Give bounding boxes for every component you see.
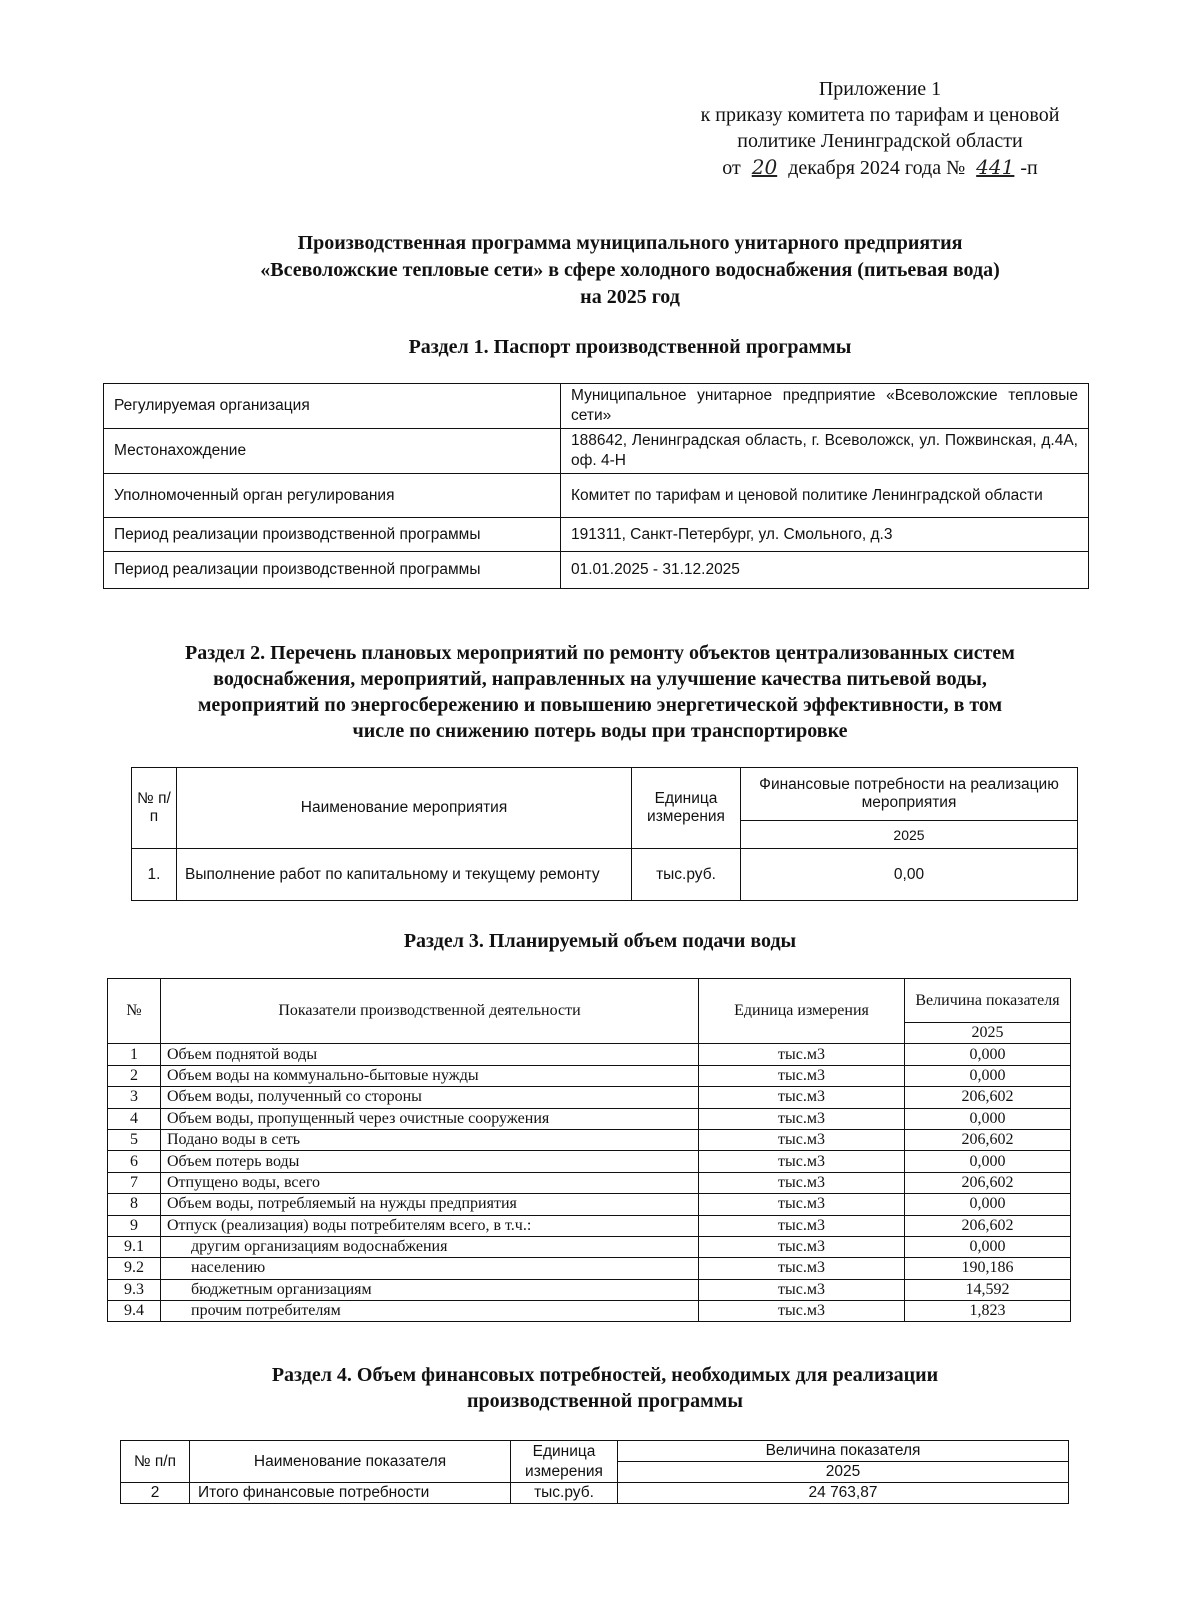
- heading-line: производственной программы: [466, 1390, 744, 1412]
- document-title: [140, 230, 1120, 311]
- appendix-line: к приказу комитета по тарифам и ценовой: [700, 104, 1060, 126]
- cell-name: Отпущено воды, всего: [161, 1172, 699, 1193]
- cell-num: 7: [108, 1172, 161, 1193]
- cell-value: 1,823: [905, 1301, 1071, 1322]
- cell-value: 190,186: [905, 1258, 1071, 1279]
- cell-name: Объем поднятой воды: [161, 1044, 699, 1065]
- table-row: [132, 849, 1078, 901]
- date-prefix: от: [722, 157, 741, 179]
- date-middle: декабря 2024 года №: [788, 157, 966, 179]
- table-row: [108, 1194, 1071, 1215]
- table-row: [108, 1044, 1071, 1065]
- col-year: 2025: [741, 821, 1078, 849]
- col-year: 2025: [618, 1462, 1069, 1483]
- cell-unit: тыс.м3: [699, 1108, 905, 1129]
- cell-unit: тыс.м3: [699, 1087, 905, 1108]
- row-label: Местонахождение: [104, 429, 561, 474]
- cell-name: Отпуск (реализация) воды потребителям всего, в т.ч.:: [161, 1215, 699, 1236]
- section2-heading: [90, 640, 1110, 744]
- heading-line: водоснабжения, мероприятий, направленных на улучшение качества питьевой воды,: [213, 668, 987, 690]
- cell-num: 9.4: [108, 1301, 161, 1322]
- table-row: [104, 474, 1089, 518]
- col-value: Величина показателя: [905, 979, 1071, 1023]
- row-value: 188642, Ленинградская область, г. Всеволожск, ул. Пожвинская, д.4А, оф. 4-Н: [561, 429, 1089, 474]
- cell-num: 4: [108, 1108, 161, 1129]
- table-row: [104, 429, 1089, 474]
- cell-value: 206,602: [905, 1087, 1071, 1108]
- col-name: Показатели производственной деятельности: [161, 979, 699, 1044]
- col-num: №: [108, 979, 161, 1044]
- col-year: 2025: [905, 1023, 1071, 1044]
- table-row: [108, 1129, 1071, 1150]
- cell-name: Выполнение работ по капитальному и текущему ремонту: [177, 849, 632, 901]
- cell-unit: тыс.м3: [699, 1279, 905, 1300]
- cell-name: Подано воды в сеть: [161, 1129, 699, 1150]
- cell-value: 0,000: [905, 1194, 1071, 1215]
- water-volume-table: [107, 978, 1071, 1322]
- table-row: [104, 518, 1089, 552]
- title-line: Производственная программа муниципального унитарного предприятия: [297, 232, 963, 254]
- cell-num: 9.3: [108, 1279, 161, 1300]
- cell-name: другим организациям водоснабжения: [161, 1236, 699, 1257]
- cell-value: 0,000: [905, 1151, 1071, 1172]
- cell-value: 206,602: [905, 1172, 1071, 1193]
- cell-value: 0,00: [741, 849, 1078, 901]
- cell-num: 3: [108, 1087, 161, 1108]
- section4-heading: [100, 1362, 1110, 1414]
- title-line: «Всеволожские тепловые сети» в сфере холодного водоснабжения (питьевая вода): [260, 259, 1000, 281]
- table-row: [108, 1215, 1071, 1236]
- cell-unit: тыс.м3: [699, 1065, 905, 1086]
- cell-unit: тыс.руб.: [511, 1483, 618, 1504]
- cell-unit: тыс.м3: [699, 1301, 905, 1322]
- col-unit: Единица измерения: [632, 768, 741, 849]
- table-header-row: [121, 1441, 1069, 1462]
- cell-num: 6: [108, 1151, 161, 1172]
- handwritten-number: 441: [976, 155, 1015, 179]
- col-name: Наименование мероприятия: [177, 768, 632, 849]
- cell-value: 0,000: [905, 1065, 1071, 1086]
- cell-num: 9.2: [108, 1258, 161, 1279]
- activities-table: [131, 767, 1078, 901]
- table-row: [108, 1087, 1071, 1108]
- cell-value: 206,602: [905, 1129, 1071, 1150]
- heading-line: числе по снижению потерь воды при транспортировке: [352, 720, 848, 742]
- cell-num: 1: [108, 1044, 161, 1065]
- row-value: Муниципальное унитарное предприятие «Всеволожские тепловые сети»: [561, 384, 1089, 429]
- cell-name: Объем воды, пропущенный через очистные сооружения: [161, 1108, 699, 1129]
- appendix-line: политике Ленинградской области: [737, 130, 1023, 152]
- cell-unit: тыс.м3: [699, 1044, 905, 1065]
- table-row: [104, 384, 1089, 429]
- table-row: [104, 552, 1089, 589]
- cell-value: 0,000: [905, 1108, 1071, 1129]
- table-row: [121, 1483, 1069, 1504]
- row-label: Уполномоченный орган регулирования: [104, 474, 561, 518]
- row-label: Период реализации производственной программы: [104, 552, 561, 589]
- cell-unit: тыс.м3: [699, 1258, 905, 1279]
- cell-num: 9: [108, 1215, 161, 1236]
- cell-unit: тыс.руб.: [632, 849, 741, 901]
- cell-name: Объем потерь воды: [161, 1151, 699, 1172]
- cell-unit: тыс.м3: [699, 1194, 905, 1215]
- section1-heading: Раздел 1. Паспорт производственной программы: [408, 336, 852, 358]
- passport-table: [103, 383, 1089, 589]
- appendix-header: [640, 76, 1120, 181]
- number-suffix: -п: [1020, 157, 1038, 179]
- row-value: 191311, Санкт-Петербург, ул. Смольного, д.3: [561, 518, 1089, 552]
- cell-unit: тыс.м3: [699, 1129, 905, 1150]
- section3-heading: Раздел 3. Планируемый объем подачи воды: [403, 930, 797, 952]
- col-unit: Единица измерения: [511, 1441, 618, 1483]
- row-value: Комитет по тарифам и ценовой политике Ленинградской области: [561, 474, 1089, 518]
- cell-name: Итого финансовые потребности: [190, 1483, 511, 1504]
- finance-table: [120, 1440, 1069, 1504]
- col-num: № п/п: [132, 768, 177, 849]
- col-num: № п/п: [121, 1441, 190, 1483]
- cell-num: 2: [121, 1483, 190, 1504]
- cell-name: населению: [161, 1258, 699, 1279]
- table-header-row: [132, 768, 1078, 821]
- heading-line: мероприятий по энергосбережению и повышению энергетической эффективности, в том: [197, 694, 1003, 716]
- cell-unit: тыс.м3: [699, 1151, 905, 1172]
- cell-num: 9.1: [108, 1236, 161, 1257]
- col-value: Величина показателя: [618, 1441, 1069, 1462]
- row-label: Период реализации производственной программы: [104, 518, 561, 552]
- cell-value: 14,592: [905, 1279, 1071, 1300]
- order-date: [640, 154, 1120, 181]
- cell-value: 0,000: [905, 1236, 1071, 1257]
- row-value: 01.01.2025 - 31.12.2025: [561, 552, 1089, 589]
- table-row: [108, 1258, 1071, 1279]
- cell-num: 8: [108, 1194, 161, 1215]
- table-row: [108, 1279, 1071, 1300]
- cell-name: Объем воды, полученный со стороны: [161, 1087, 699, 1108]
- cell-value: 24 763,87: [618, 1483, 1069, 1504]
- cell-num: 5: [108, 1129, 161, 1150]
- cell-name: бюджетным организациям: [161, 1279, 699, 1300]
- cell-value: 0,000: [905, 1044, 1071, 1065]
- cell-value: 206,602: [905, 1215, 1071, 1236]
- appendix-title: Приложение 1: [818, 78, 942, 100]
- table-row: [108, 1301, 1071, 1322]
- table-row: [108, 1065, 1071, 1086]
- heading-line: Раздел 4. Объем финансовых потребностей, необходимых для реализации: [271, 1364, 939, 1386]
- col-finance: Финансовые потребности на реализацию мероприятия: [741, 768, 1078, 821]
- table-row: [108, 1151, 1071, 1172]
- col-unit: Единица измерения: [699, 979, 905, 1044]
- col-name: Наименование показателя: [190, 1441, 511, 1483]
- row-label: Регулируемая организация: [104, 384, 561, 429]
- cell-unit: тыс.м3: [699, 1215, 905, 1236]
- table-header-row: [108, 979, 1071, 1023]
- cell-name: Объем воды, потребляемый на нужды предприятия: [161, 1194, 699, 1215]
- table-row: [108, 1108, 1071, 1129]
- cell-unit: тыс.м3: [699, 1236, 905, 1257]
- cell-num: 1.: [132, 849, 177, 901]
- title-line: на 2025 год: [580, 286, 680, 308]
- heading-line: Раздел 2. Перечень плановых мероприятий по ремонту объектов централизованных систем: [185, 642, 1015, 664]
- table-row: [108, 1172, 1071, 1193]
- cell-name: прочим потребителям: [161, 1301, 699, 1322]
- handwritten-day: 20: [751, 155, 778, 179]
- cell-name: Объем воды на коммунально-бытовые нужды: [161, 1065, 699, 1086]
- cell-unit: тыс.м3: [699, 1172, 905, 1193]
- cell-num: 2: [108, 1065, 161, 1086]
- table-row: [108, 1236, 1071, 1257]
